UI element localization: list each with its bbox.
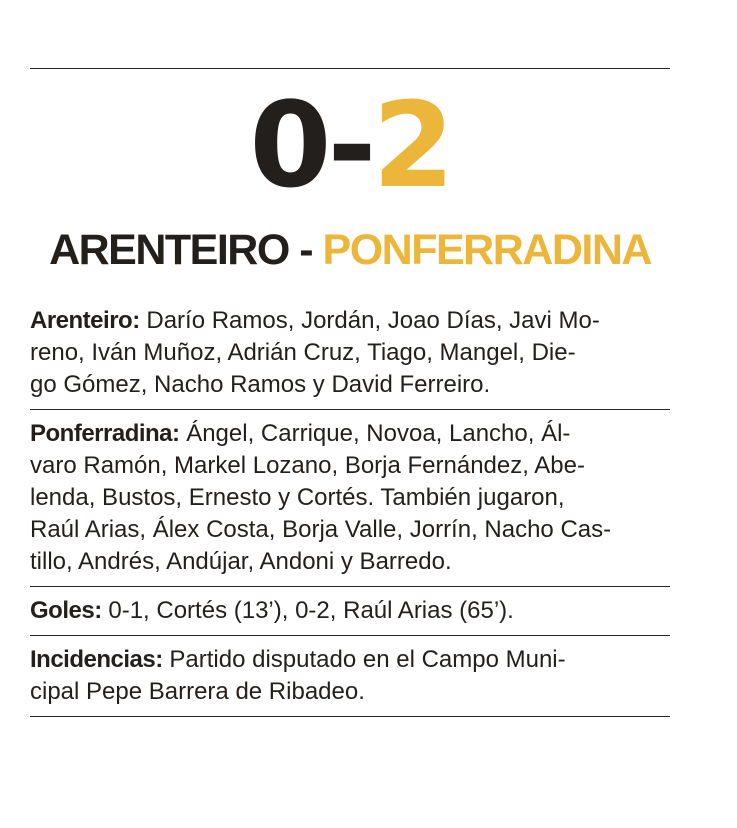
goals-label: Goles: xyxy=(30,597,102,624)
lineup-text: Darío Ramos, Jordán, Joao Días, Javi Mo- xyxy=(139,307,600,334)
lineup-line: Raúl Arias, Álex Costa, Borja Valle, Jorrín, Nacho Cas- xyxy=(30,516,612,543)
spacer xyxy=(30,279,670,305)
arenteiro-label: Arenteiro: xyxy=(30,307,140,334)
final-score xyxy=(30,69,670,221)
incidents-label: Incidencias: xyxy=(30,646,163,673)
ponferradina-lineup xyxy=(30,410,670,586)
lineup-text: Ángel, Carrique, Novoa, Lancho, Ál- xyxy=(179,420,571,447)
incidents-section xyxy=(30,636,670,716)
score-separator: - xyxy=(327,76,373,214)
away-score: 2 xyxy=(372,76,451,214)
home-score: 0 xyxy=(249,76,328,214)
lineup-line: reno, Iván Muñoz, Adrián Cruz, Tiago, Mangel, Die- xyxy=(30,339,576,366)
match-summary-card xyxy=(30,68,670,717)
ponferradina-label: Ponferradina: xyxy=(30,420,180,447)
lineup-line xyxy=(30,305,670,337)
incidents-line: cipal Pepe Barrera de Ribadeo. xyxy=(30,678,365,705)
lineup-line: tillo, Andrés, Andújar, Andoni y Barredo. xyxy=(30,548,452,575)
team-names xyxy=(30,221,670,279)
incidents-text: Partido disputado en el Campo Muni- xyxy=(162,646,566,673)
team-separator: - xyxy=(299,226,313,274)
goals-section xyxy=(30,587,670,635)
arenteiro-lineup xyxy=(30,305,670,409)
goals-line xyxy=(30,595,670,627)
home-team-name: ARENTEIRO xyxy=(49,226,289,274)
lineup-line xyxy=(30,418,670,450)
lineup-line: varo Ramón, Markel Lozano, Borja Fernández, Abe- xyxy=(30,452,585,479)
away-team-name: PONFERRADINA xyxy=(322,226,651,274)
incidents-line xyxy=(30,644,670,676)
bottom-divider xyxy=(30,716,670,717)
lineup-line: go Gómez, Nacho Ramos y David Ferreiro. xyxy=(30,371,491,398)
goals-text: 0-1, Cortés (13’), 0-2, Raúl Arias (65’). xyxy=(101,597,514,624)
lineup-line: lenda, Bustos, Ernesto y Cortés. También jugaron, xyxy=(30,484,565,511)
